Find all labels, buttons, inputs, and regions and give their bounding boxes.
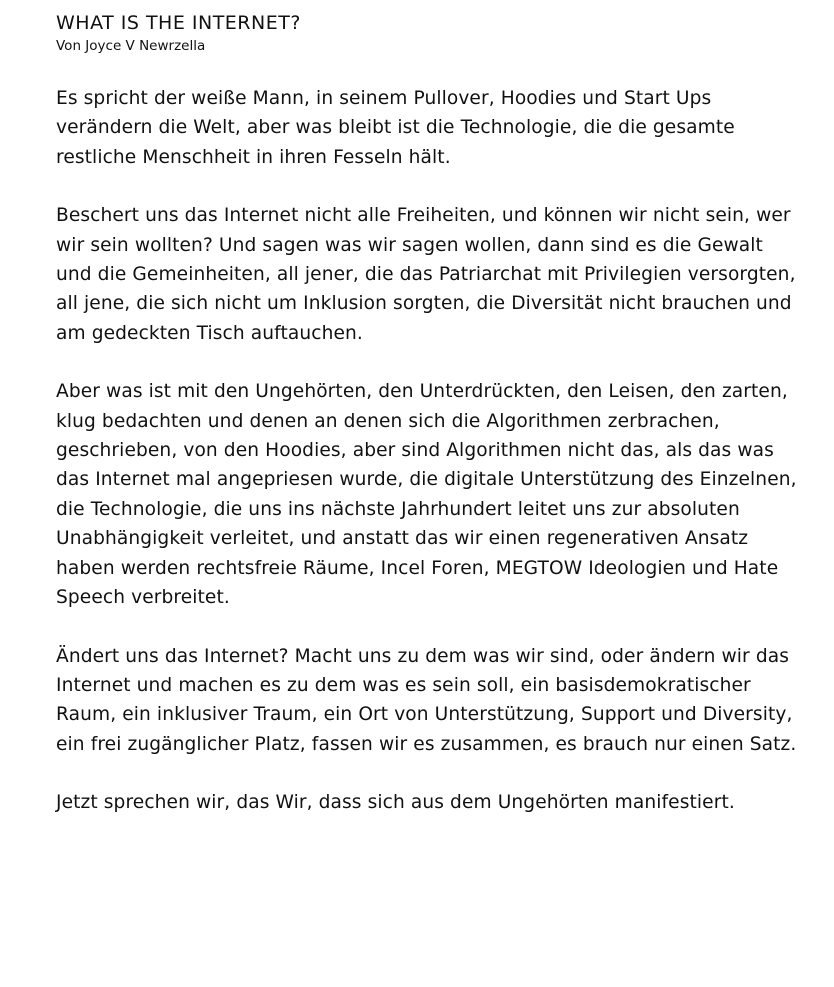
document-author: Von Joyce V Newrzella [56, 38, 206, 54]
paragraph-5: Jetzt sprechen wir, das Wir, dass sich aus dem Ungehörten manifestiert. [56, 792, 735, 814]
document-title: WHAT IS THE INTERNET? [56, 12, 301, 34]
paragraph-3: Aber was ist mit den Ungehörten, den Unterdrückten, den Leisen, den zarten, klug bedachten und denen an denen sich die Algorithmen zerbrachen, geschrieben, von den Hoodies, aber sind Algorithmen nicht das, als das was das Internet mal angepriesen wurde, die digitale Unterstützung des Einzelnen, die Technologie, die uns ins nächste Jahrhundert leitet uns zur absoluten Unabhängigkeit verleitet, und anstatt das wir einen regenerativen Ansatz haben werden rechtsfreie Räume, Incel Foren, MEGTOW Ideologien und Hate Speech verbreitet. [56, 381, 797, 609]
paragraph-4: Ändert uns das Internet? Macht uns zu dem was wir sind, oder ändern wir das Internet und machen es zu dem was es sein soll, ein basisdemokratischer Raum, ein inklusiver Traum, ein Ort von Unterstützung, Support und Diversity, ein frei zugänglicher Platz, fassen wir es zusammen, es brauch nur einen Satz. [56, 645, 797, 755]
paragraph-2: Beschert uns das Internet nicht alle Freiheiten, und können wir nicht sein, wer wir sein wollten? Und sagen was wir sagen wollen, dann sind es die Gewalt und die Gemeinheiten, all jener, die das Patriarchat mit Privilegien versorgten, all jene, die sich nicht um Inklusion sorgten, die Diversität nicht brauchen und am gedeckten Tisch auftauchen. [56, 205, 796, 344]
paragraph-1: Es spricht der weiße Mann, in seinem Pullover, Hoodies und Start Ups verändern die Welt, aber was bleibt ist die Technologie, die die gesamte restliche Menschheit in ihren Fesseln hält. [56, 88, 735, 168]
document-body [56, 84, 804, 818]
